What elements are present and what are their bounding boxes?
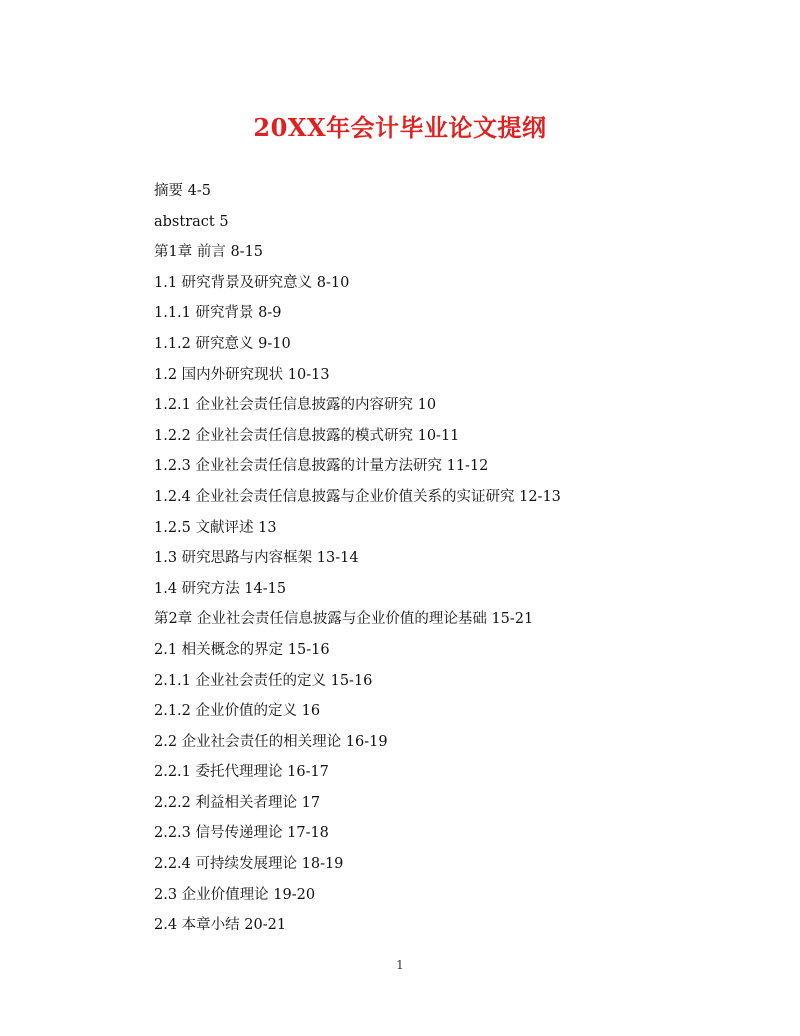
toc-entry: 2.2.2 利益相关者理论 17 — [154, 794, 321, 811]
toc-entry: 2.3 企业价值理论 19-20 — [154, 886, 316, 903]
toc-entry: 1.4 研究方法 14-15 — [154, 580, 287, 597]
toc-entry: 1.2.1 企业社会责任信息披露的内容研究 10 — [154, 397, 437, 414]
toc-entry: 第2章 企业社会责任信息披露与企业价值的理论基础 15-21 — [154, 611, 534, 628]
toc-entry: 1.3 研究思路与内容框架 13-14 — [154, 550, 359, 567]
toc-entry: 1.2 国内外研究现状 10-13 — [154, 366, 330, 383]
toc-entry: 1.2.5 文献评述 13 — [154, 519, 277, 536]
toc-entry: 1.2.2 企业社会责任信息披露的模式研究 10-11 — [154, 427, 460, 444]
toc-entry: 1.2.3 企业社会责任信息披露的计量方法研究 11-12 — [154, 458, 489, 475]
page-number: 1 — [396, 958, 404, 972]
toc-entry: 1.2.4 企业社会责任信息披露与企业价值关系的实证研究 12-13 — [154, 488, 561, 505]
toc-entry: 2.1 相关概念的界定 15-16 — [154, 641, 330, 658]
toc-entry: 第1章 前言 8-15 — [154, 244, 264, 261]
toc-entry: 2.2.1 委托代理理论 16-17 — [154, 764, 329, 781]
toc-entry: 2.2.3 信号传递理论 17-18 — [154, 825, 329, 842]
document-title: 20XX年会计毕业论文提纲 — [253, 113, 547, 142]
toc-entry: 2.4 本章小结 20-21 — [154, 917, 287, 934]
toc-entry: 1.1 研究背景及研究意义 8-10 — [154, 274, 350, 291]
toc-entry: 2.2.4 可持续发展理论 18-19 — [154, 856, 344, 873]
toc-entry: abstract 5 — [154, 213, 229, 230]
toc-entry: 2.1.1 企业社会责任的定义 15-16 — [154, 672, 373, 689]
toc-entry: 2.1.2 企业价值的定义 16 — [154, 703, 321, 720]
toc-entry: 2.2 企业社会责任的相关理论 16-19 — [154, 733, 388, 750]
table-of-contents — [154, 176, 754, 941]
toc-entry: 1.1.2 研究意义 9-10 — [154, 335, 291, 352]
toc-entry: 1.1.1 研究背景 8-9 — [154, 305, 282, 322]
toc-entry: 摘要 4-5 — [154, 183, 211, 199]
